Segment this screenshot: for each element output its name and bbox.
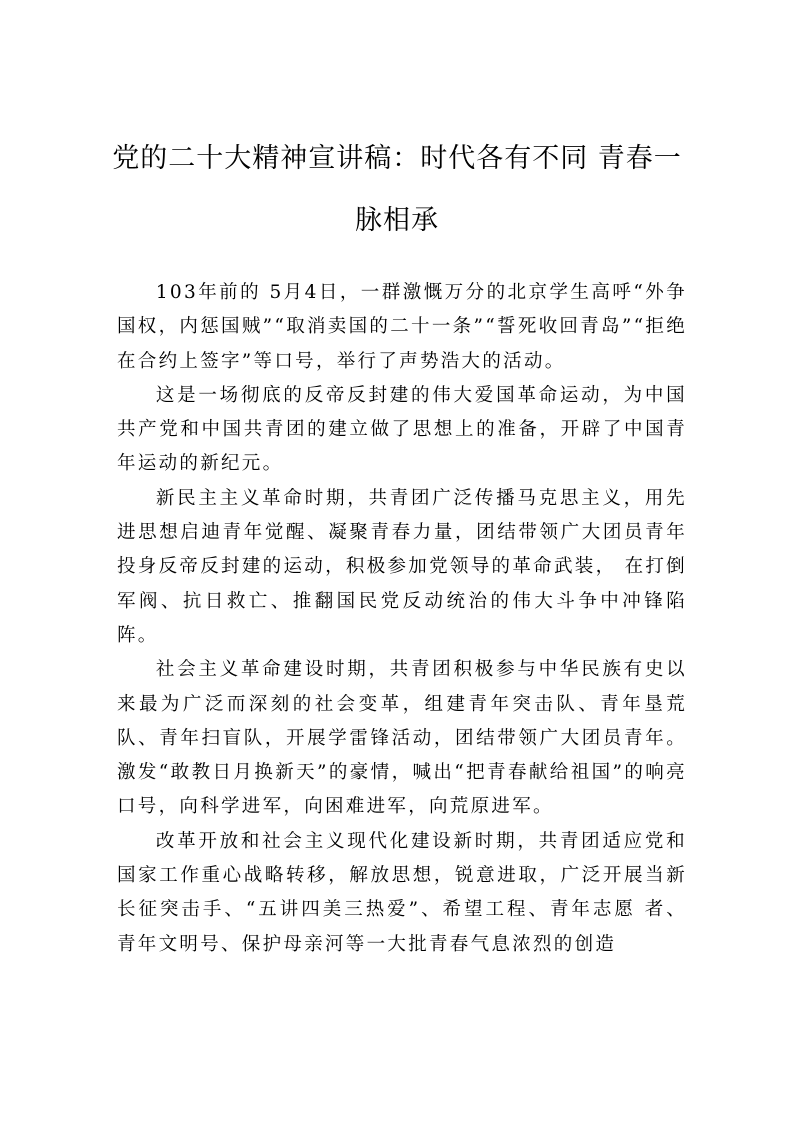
paragraph: 这是一场彻底的反帝反封建的伟大爱国革命运动，为中国共产党和中国共青团的建立做了思想上的准备，开辟了中国青年运动的新纪元。 [117, 384, 687, 475]
paragraph: 社会主义革命建设时期，共青团积极参与中华民族有史以来最为广泛而深刻的社会变革，组建青年突击队、青年垦荒队、青年扫盲队，开展学雷锋活动，团结带领广大团员青年。激发“敢教日月换新天”的豪情，喊出“把青春献给祖国”的响亮口号，向科学进军，向困难进军，向荒原进军。 [117, 659, 687, 818]
paragraph: 新民主主义革命时期，共青团广泛传播马克思主义，用先进思想启迪青年觉醒、凝聚青春力量，团结带领广大团员青年投身反帝反封建的运动，积极参加党领导的革命武装， 在打倒军阀、抗日救亡、推翻国民党反动统治的伟大斗争中冲锋陷阵。 [117, 487, 687, 646]
paragraph: 改革开放和社会主义现代化建设新时期，共青团适应党和国家工作重心战略转移，解放思想，锐意进取，广泛开展当新长征突击手、“五讲四美三热爱”、希望工程、青年志愿 者、青年文明号、保护母亲河等一大批青春气息浓烈的创造 [117, 830, 687, 955]
paragraph: 103年前的 5月4日，一群激慨万分的北京学生高呼“外争国权，内惩国贼”“取消卖国的二十一条”“誓死收回青岛”“拒绝在合约上签字”等口号，举行了声势浩大的活动。 [117, 282, 687, 372]
document-body [117, 276, 687, 962]
document-title: 党的二十大精神宣讲稿：时代各有不同 青春一脉相承 [112, 143, 682, 236]
